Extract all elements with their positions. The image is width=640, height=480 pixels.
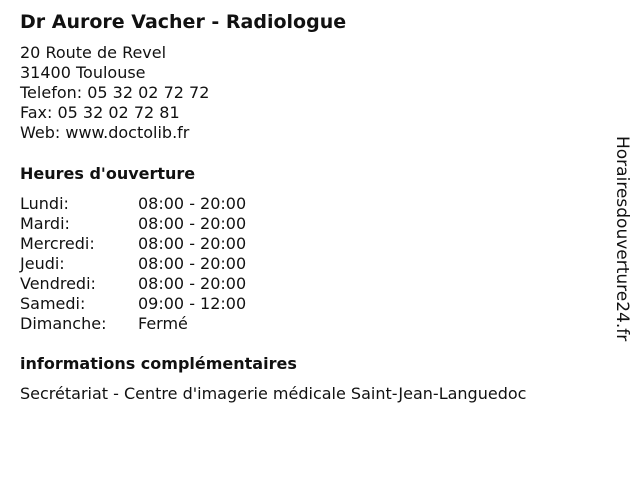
day-label: Lundi: [20, 194, 69, 213]
opening-hours-heading: Heures d'ouverture [20, 164, 196, 183]
additional-info-heading: informations complémentaires [20, 354, 297, 373]
page-title: Dr Aurore Vacher - Radiologue [20, 11, 347, 33]
time-value: 08:00 - 20:00 [138, 274, 247, 293]
website: Web: www.doctolib.fr [20, 123, 190, 142]
hours-row-thursday [20, 254, 246, 274]
phone-number: Telefon: 05 32 02 72 72 [20, 83, 210, 102]
day-label: Vendredi: [20, 274, 96, 293]
hours-row-friday [20, 274, 246, 294]
hours-row-monday [20, 194, 246, 214]
time-value: 08:00 - 20:00 [138, 194, 247, 213]
hours-row-tuesday [20, 214, 246, 234]
hours-row-wednesday [20, 234, 246, 254]
day-label: Jeudi: [20, 254, 65, 273]
time-value: 08:00 - 20:00 [138, 214, 247, 233]
hours-row-sunday [20, 314, 246, 334]
time-value: Fermé [138, 314, 188, 333]
time-value: 08:00 - 20:00 [138, 234, 247, 253]
side-watermark: Horairesdouverture24.fr [612, 136, 632, 342]
opening-hours-table [20, 194, 246, 334]
hours-row-saturday [20, 294, 246, 314]
street-address: 20 Route de Revel [20, 43, 167, 62]
additional-info-text: Secrétariat - Centre d'imagerie médicale Saint-Jean-Languedoc [20, 384, 527, 403]
city-address: 31400 Toulouse [20, 63, 146, 82]
fax-number: Fax: 05 32 02 72 81 [20, 103, 180, 122]
time-value: 09:00 - 12:00 [138, 294, 247, 313]
day-label: Mercredi: [20, 234, 95, 253]
day-label: Mardi: [20, 214, 70, 233]
day-label: Samedi: [20, 294, 86, 313]
address-block [20, 43, 209, 143]
day-label: Dimanche: [20, 314, 107, 333]
time-value: 08:00 - 20:00 [138, 254, 247, 273]
